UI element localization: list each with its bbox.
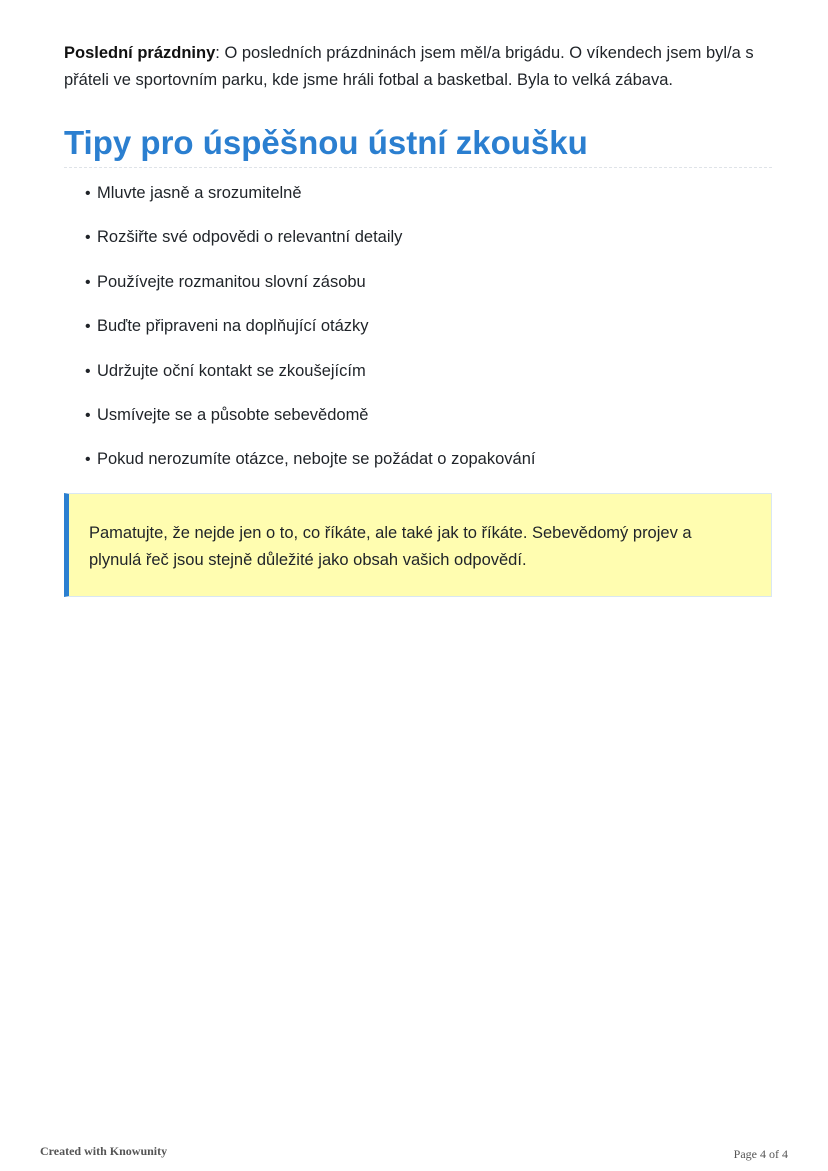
bullet-icon: •	[85, 362, 91, 380]
footer-credit: Created with Knowunity	[40, 1144, 168, 1158]
note-text: Pamatujte, že nejde jen o to, co říkáte, ale také jak to říkáte. Sebevědomý projev a plynulá řeč jsou stejně důležité jako obsah vašich odpovědí.	[89, 523, 692, 569]
bullet-icon: •	[85, 229, 91, 247]
list-item	[85, 448, 772, 471]
list-item	[85, 360, 772, 383]
section-heading: Tipy pro úspěšnou ústní zkoušku	[64, 123, 772, 168]
bullet-icon: •	[85, 273, 91, 291]
list-item	[85, 315, 772, 338]
intro-text: : O posledních prázdninách jsem měl/a brigádu. O víkendech jsem byl/a s přáteli ve sportovním parku, kde jsme hráli fotbal a basketbal. Byla to velká zábava.	[64, 44, 754, 89]
bullet-icon: •	[85, 318, 91, 336]
tip-text: Usmívejte se a působte sebevědomě	[97, 405, 369, 424]
bullet-icon: •	[85, 185, 91, 202]
page-number: Page 4 of 4	[733, 1147, 788, 1161]
list-item	[85, 404, 772, 427]
tip-text: Pokud nerozumíte otázce, nebojte se požádat o zopakování	[97, 450, 536, 469]
bullet-icon: •	[85, 451, 91, 469]
intro-label: Poslední prázdniny	[64, 44, 216, 62]
tip-text: Používejte rozmanitou slovní zásobu	[97, 272, 366, 291]
tips-list	[64, 182, 772, 471]
bullet-icon: •	[85, 406, 91, 424]
note-callout	[64, 493, 772, 597]
tip-text: Rozšiřte své odpovědi o relevantní detaily	[97, 228, 403, 247]
intro-paragraph	[64, 40, 772, 93]
list-item	[85, 182, 772, 205]
tip-text: Buďte připraveni na doplňující otázky	[97, 317, 369, 336]
list-item	[85, 271, 772, 294]
tip-text: Mluvte jasně a srozumitelně	[97, 184, 302, 202]
document-content	[64, 40, 772, 597]
tip-text: Udržujte oční kontakt se zkoušejícím	[97, 361, 366, 380]
list-item	[85, 226, 772, 249]
